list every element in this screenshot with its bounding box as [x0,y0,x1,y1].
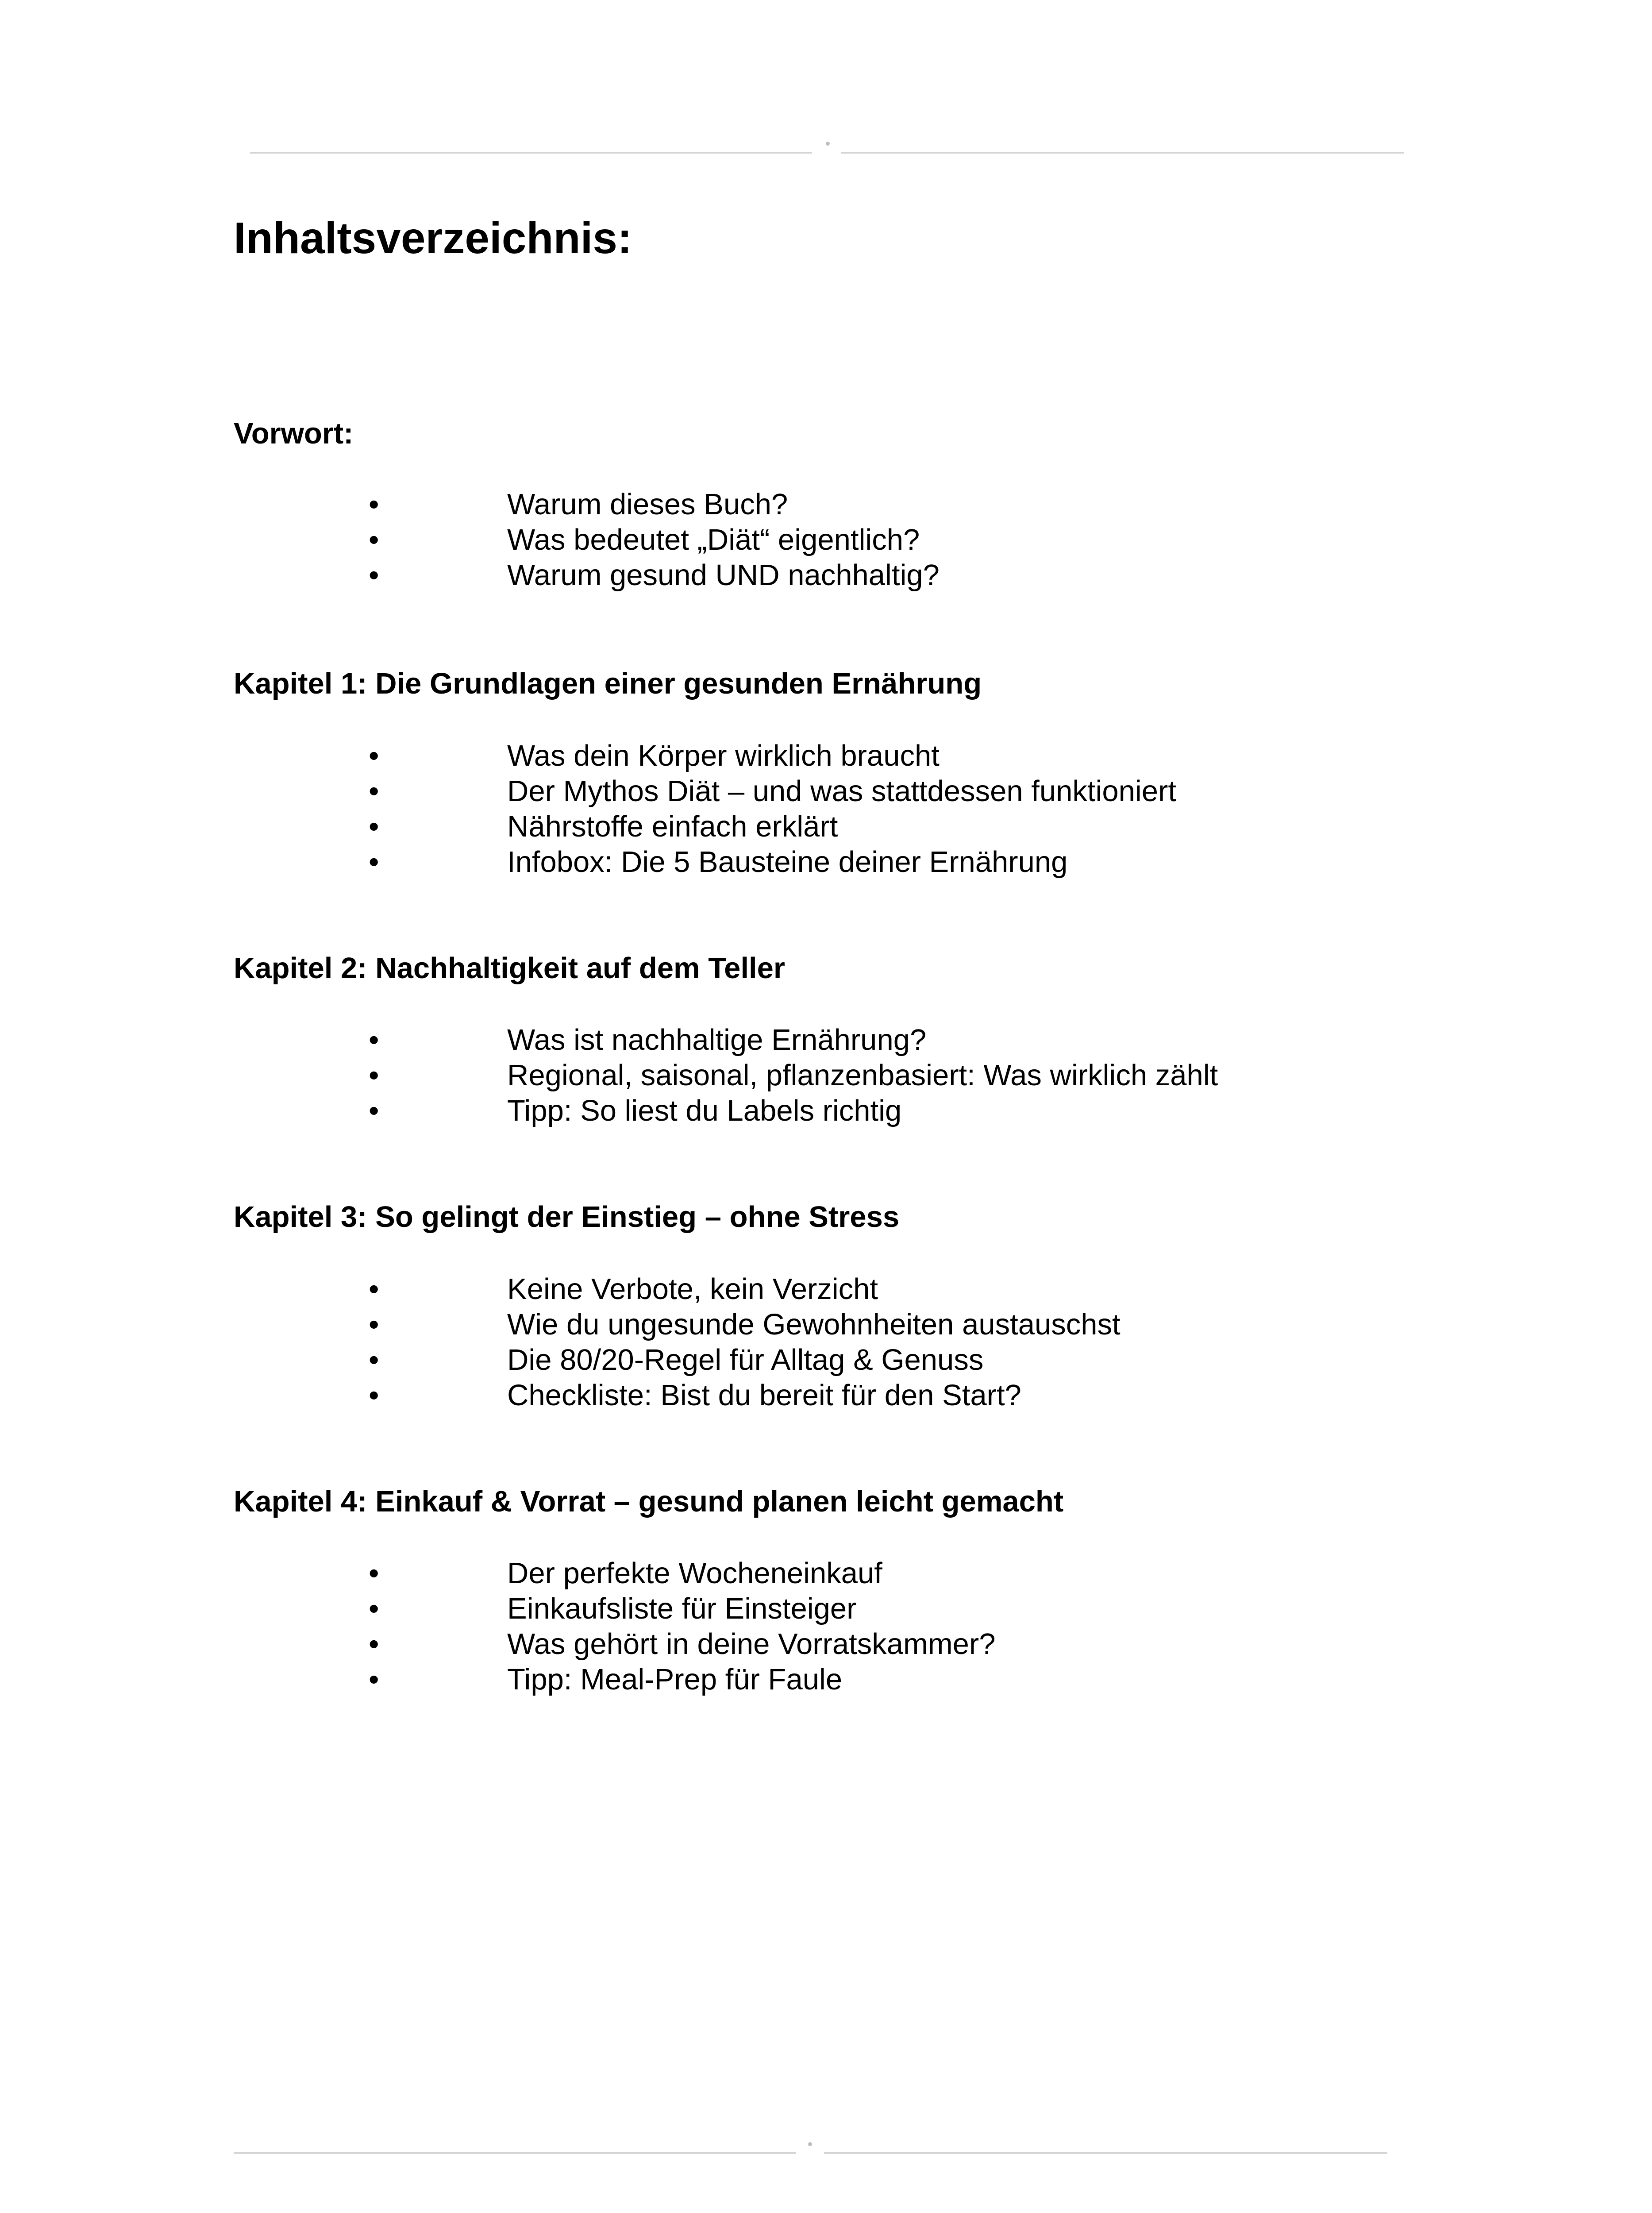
list-item-text: Der perfekte Wocheneinkauf [507,1557,882,1590]
bullet-icon: • [369,559,379,592]
section-heading-kapitel-1: Kapitel 1: Die Grundlagen einer gesunden Ernährung [234,667,982,700]
list-item-text: Was dein Körper wirklich braucht [507,739,940,772]
list-item-text: Einkaufsliste für Einsteiger [507,1592,857,1625]
section-heading-vorwort: Vorwort: [234,417,354,450]
list-item-text: Wie du ungesunde Gewohnheiten austauschst [507,1308,1121,1341]
header-rule-right [841,152,1404,154]
list-item-text: Keine Verbote, kein Verzicht [507,1272,878,1306]
bullet-icon: • [369,1557,379,1590]
list-item-text: Nährstoffe einfach erklärt [507,810,838,843]
bullet-icon: • [369,523,379,556]
list-item-text: Was bedeutet „Diät“ eigentlich? [507,523,920,556]
bullet-icon: • [369,1592,379,1625]
page-title: Inhaltsverzeichnis: [234,213,632,263]
list-item-text: Checkliste: Bist du bereit für den Start? [507,1379,1021,1412]
list-item-text: Warum dieses Buch? [507,488,788,521]
list-item-text: Was gehört in deine Vorratskammer? [507,1627,996,1661]
bullet-icon: • [369,1094,379,1127]
bullet-icon: • [369,845,379,879]
list-item-text: Tipp: So liest du Labels richtig [507,1094,902,1127]
section-heading-kapitel-2: Kapitel 2: Nachhaltigkeit auf dem Teller [234,952,786,985]
bullet-icon: • [369,739,379,772]
section-heading-kapitel-4: Kapitel 4: Einkauf & Vorrat – gesund planen leicht gemacht [234,1485,1064,1518]
list-item-text: Der Mythos Diät – und was stattdessen funktioniert [507,775,1176,808]
list-item-text: Was ist nachhaltige Ernährung? [507,1023,927,1056]
bullet-icon: • [369,775,379,808]
list-item-text: Regional, saisonal, pflanzenbasiert: Was wirklich zählt [507,1059,1218,1092]
footer-rule-right [824,2152,1387,2154]
bullet-icon: • [369,810,379,843]
bullet-icon: • [369,1379,379,1412]
bullet-icon: • [369,1343,379,1376]
bullet-icon: • [369,488,379,521]
list-item-text: Tipp: Meal-Prep für Faule [507,1663,843,1696]
list-item-text: Die 80/20-Regel für Alltag & Genuss [507,1343,984,1376]
bullet-icon: • [369,1023,379,1056]
bullet-icon: • [369,1308,379,1341]
footer-rule-dot [808,2142,812,2146]
bullet-icon: • [369,1627,379,1661]
bullet-icon: • [369,1272,379,1306]
bullet-icon: • [369,1663,379,1696]
header-rule-dot [826,142,830,146]
header-rule-left [250,152,812,154]
list-item-text: Infobox: Die 5 Bausteine deiner Ernährung [507,845,1068,879]
list-item-text: Warum gesund UND nachhaltig? [507,559,940,592]
bullet-icon: • [369,1059,379,1092]
section-heading-kapitel-3: Kapitel 3: So gelingt der Einstieg – ohne Stress [234,1200,900,1234]
footer-rule-left [234,2152,796,2154]
